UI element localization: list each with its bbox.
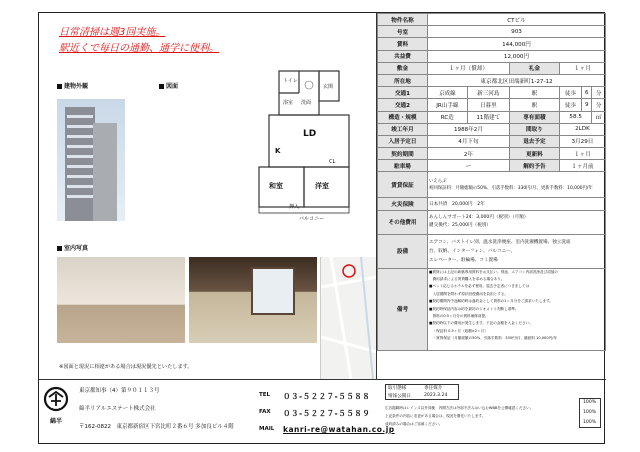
footer [39, 379, 606, 445]
transit1-suffix: 駅 [509, 87, 559, 99]
map-drawing [321, 257, 376, 379]
transit1-unit: 分 [592, 87, 606, 99]
value-common: 12,000円 [428, 50, 606, 62]
value-room: 903 [428, 26, 606, 38]
interior-label: 室内写真 [57, 243, 88, 252]
label-address: 所在地 [378, 74, 428, 86]
interior-photo-1 [57, 257, 185, 343]
label-built: 竣工年月 [378, 123, 428, 135]
ad-percent-3: 100% [583, 420, 597, 425]
remark-line: ・賃貸保証（月額総額の50%、引落手数料：330円/月、継続料 10,000円/年 [429, 336, 558, 341]
value-floors: 11階建て [467, 111, 509, 123]
value-other [428, 210, 606, 234]
date-value: 2023.3.24 [424, 393, 448, 398]
disclaimer-2: 上記条件の内容に変更がある場合は、現況を優先いたします。 [385, 414, 486, 418]
promo-line-2: 駅近くで毎日の通勤、通学に便利。 [59, 43, 219, 54]
disclaimer-1: 広告掲載時はレインズ以外同様 内閲方法は外部不法みはい込むWBBを公開確認ください。 [385, 406, 534, 410]
transit1-station: 新三河島 [467, 87, 509, 99]
toilet-label: トイレ [283, 78, 298, 84]
label-guarantee: 賃貸保証 [378, 172, 428, 198]
area-unit: ㎡ [592, 111, 606, 123]
closet-label: CL [329, 159, 336, 165]
value-cancel: １ヶ月前 [559, 160, 605, 172]
promo-line-1: 日常清掃は週3回実施。 [59, 27, 166, 38]
equipment-line-2: 台、収納、インターフォン、バルコニー、 [429, 248, 516, 254]
left-panel [39, 13, 376, 379]
tel-label: TEL [259, 392, 271, 398]
value-remarks [428, 268, 606, 350]
company-logo-icon [43, 386, 69, 412]
label-building: 物件名称 [378, 14, 428, 26]
value-key: １ヶ月 [559, 62, 605, 74]
plan-note: ※図面と現況に相違がある場合は現況優先といたします。 [59, 364, 193, 370]
mail-label: MAIL [259, 426, 275, 432]
label-moveout: 退去予定 [509, 135, 559, 147]
value-equipment [428, 234, 606, 268]
floorplan-label: 図面 [159, 81, 178, 90]
label-fire: 火災保険 [378, 198, 428, 210]
label-transit1: 交通1 [378, 87, 428, 99]
value-fire: 日本共済 20,000円 2年 [428, 198, 606, 210]
remark-line: 賃料の0.5ヶ月分の賃料補修前提。 [429, 314, 489, 319]
label-deposit: 敷金 [378, 62, 428, 74]
date-label: 情報公開日 [388, 394, 411, 399]
transit1-walk: 徒歩 [559, 87, 581, 99]
label-equipment: 設備 [378, 234, 428, 268]
exterior-label: 建物外観 [57, 81, 88, 90]
transit2-unit: 分 [592, 99, 606, 111]
washroom-label: 洗面 [301, 100, 312, 106]
fax-number: ０３-５２２７-５５８９ [283, 409, 371, 418]
label-renewal: 更新料 [509, 148, 559, 160]
bath-label: 浴室 [283, 100, 294, 106]
label-contract: 契約期間 [378, 148, 428, 160]
ad-percent-1: 100% [583, 400, 597, 405]
value-rent: 144,000円 [428, 38, 606, 50]
remark-line: 費用請求による賃貸購入を求める場合あり。 [429, 277, 505, 282]
label-transit2: 交通2 [378, 99, 428, 111]
remark-line: ■賃貸には上記の新築専用賃料をお支払い。別途、エアコン内部洗浄及び清掃の [429, 269, 558, 274]
value-built: 1988年2月 [428, 123, 510, 135]
remark-line: ■契約時以下の費用が発生します。下記の金額を入金ください。 [429, 321, 533, 326]
deal-value: 専任媒介 [424, 386, 443, 391]
label-movein: 入居予定日 [378, 135, 428, 147]
youshitsu-label: 洋室 [315, 182, 329, 190]
fax-label: FAX [259, 409, 271, 415]
transit1-min: 6 [582, 87, 592, 99]
company-name: 綿半リアルエステート株式会社 [79, 406, 156, 412]
value-renewal: １ヶ月 [559, 148, 605, 160]
equipment-line-3: エレベーター、駐輪場、コミ置場 [429, 257, 498, 263]
transit2-station: 日暮里 [467, 99, 509, 111]
mail-address[interactable]: kanri-re@watahan.co.jp [283, 425, 395, 434]
ad-percent-2: 100% [583, 410, 597, 415]
label-cancel: 解約予告 [509, 160, 559, 172]
value-building: CTビル [428, 14, 606, 26]
transit2-walk: 徒歩 [559, 99, 581, 111]
washitsu-label: 和室 [269, 182, 283, 190]
label-room: 号室 [378, 26, 428, 38]
remark-line: ■ペット応じるホテルを必ず使用。退去予定者につきましては [429, 284, 530, 289]
guarantee-name: いえらぶ [429, 178, 447, 184]
spec-table [376, 13, 606, 379]
deal-label: 取引態様 [388, 386, 407, 391]
label-common: 共益費 [378, 50, 428, 62]
value-moveout: 3月29日 [559, 135, 605, 147]
equipment-line-1: エアコン、バストイレ別、温水洗浄便座、室内洗濯機置場、独立洗面 [429, 239, 571, 245]
transit2-min: 9 [582, 99, 592, 111]
label-remarks: 備考 [378, 268, 428, 350]
floor-plan [249, 63, 364, 223]
value-movein: 4月下旬 [428, 135, 510, 147]
value-address: 東京都北区田端新町1-27-12 [428, 74, 606, 86]
value-parking: ー [428, 160, 510, 172]
oshiire-label: 押入 [289, 204, 300, 210]
transit2-suffix: 駅 [509, 99, 559, 111]
other-fee-2: 鍵交換代：25,000円（税別） [429, 223, 492, 229]
interior-photo-2 [189, 257, 317, 343]
transit1-line: 京成線 [428, 87, 468, 99]
value-deposit: １ヶ月（償却） [428, 62, 510, 74]
value-layout: 2LDK [559, 123, 605, 135]
company-address: 〒162-0822 東京都新宿区下宮比町２番６号 多加良ビル４階 [79, 424, 234, 430]
promo-text [59, 25, 219, 57]
label-other: その他費用 [378, 210, 428, 234]
tel-number[interactable]: ０３-５２２７-５５８８ [283, 392, 371, 401]
other-fee-1: あんしんサポート24：3,000円（税別）（月額） [429, 215, 529, 221]
ld-label: LD [303, 129, 317, 139]
label-rent: 賃料 [378, 38, 428, 50]
value-structure: RC造 [428, 111, 468, 123]
label-layout: 間取り [509, 123, 559, 135]
label-structure: 構造・規模 [378, 111, 428, 123]
label-key: 礼金 [509, 62, 559, 74]
label-area: 専有面積 [509, 111, 559, 123]
kitchen-label: K [275, 147, 281, 155]
brand-name: 綿半 [49, 418, 62, 425]
remark-line: 入居期間を問わず原状回復費用を負担とする。 [429, 291, 509, 296]
remark-line: ■契約期間内中途解約時は違約金として賃料の1ヶ月分をご請求いたします。 [429, 299, 553, 304]
balcony-label: バルコニー [299, 216, 325, 222]
label-parking: 駐車場 [378, 160, 428, 172]
remark-line: ・保証料 0.5ヶ月（総額×2ヶ月） [429, 328, 488, 333]
guarantee-detail: 初回保証料：月額総額の50%、引落手数料：330円/月、更新手数料：10,000円/年 [429, 185, 593, 191]
transit2-line: JR山手線 [428, 99, 468, 111]
area-map [320, 257, 376, 379]
exterior-photo [57, 99, 125, 221]
property-flyer [38, 12, 605, 444]
license-number: 東京都知事（4）第９０１１３号 [79, 388, 160, 394]
remark-line: ■契約時保証内容は約を最初のジオメトリ判断し基準。 [429, 306, 519, 311]
disclaimer-3: 成約済みの場合はご容赦ください。 [385, 422, 443, 426]
value-contract: 2年 [428, 148, 510, 160]
value-guarantee [428, 172, 606, 198]
entrance-label: 玄関 [323, 84, 334, 90]
value-area: 58.5 [559, 111, 592, 123]
floor-plan-drawing [249, 63, 364, 223]
